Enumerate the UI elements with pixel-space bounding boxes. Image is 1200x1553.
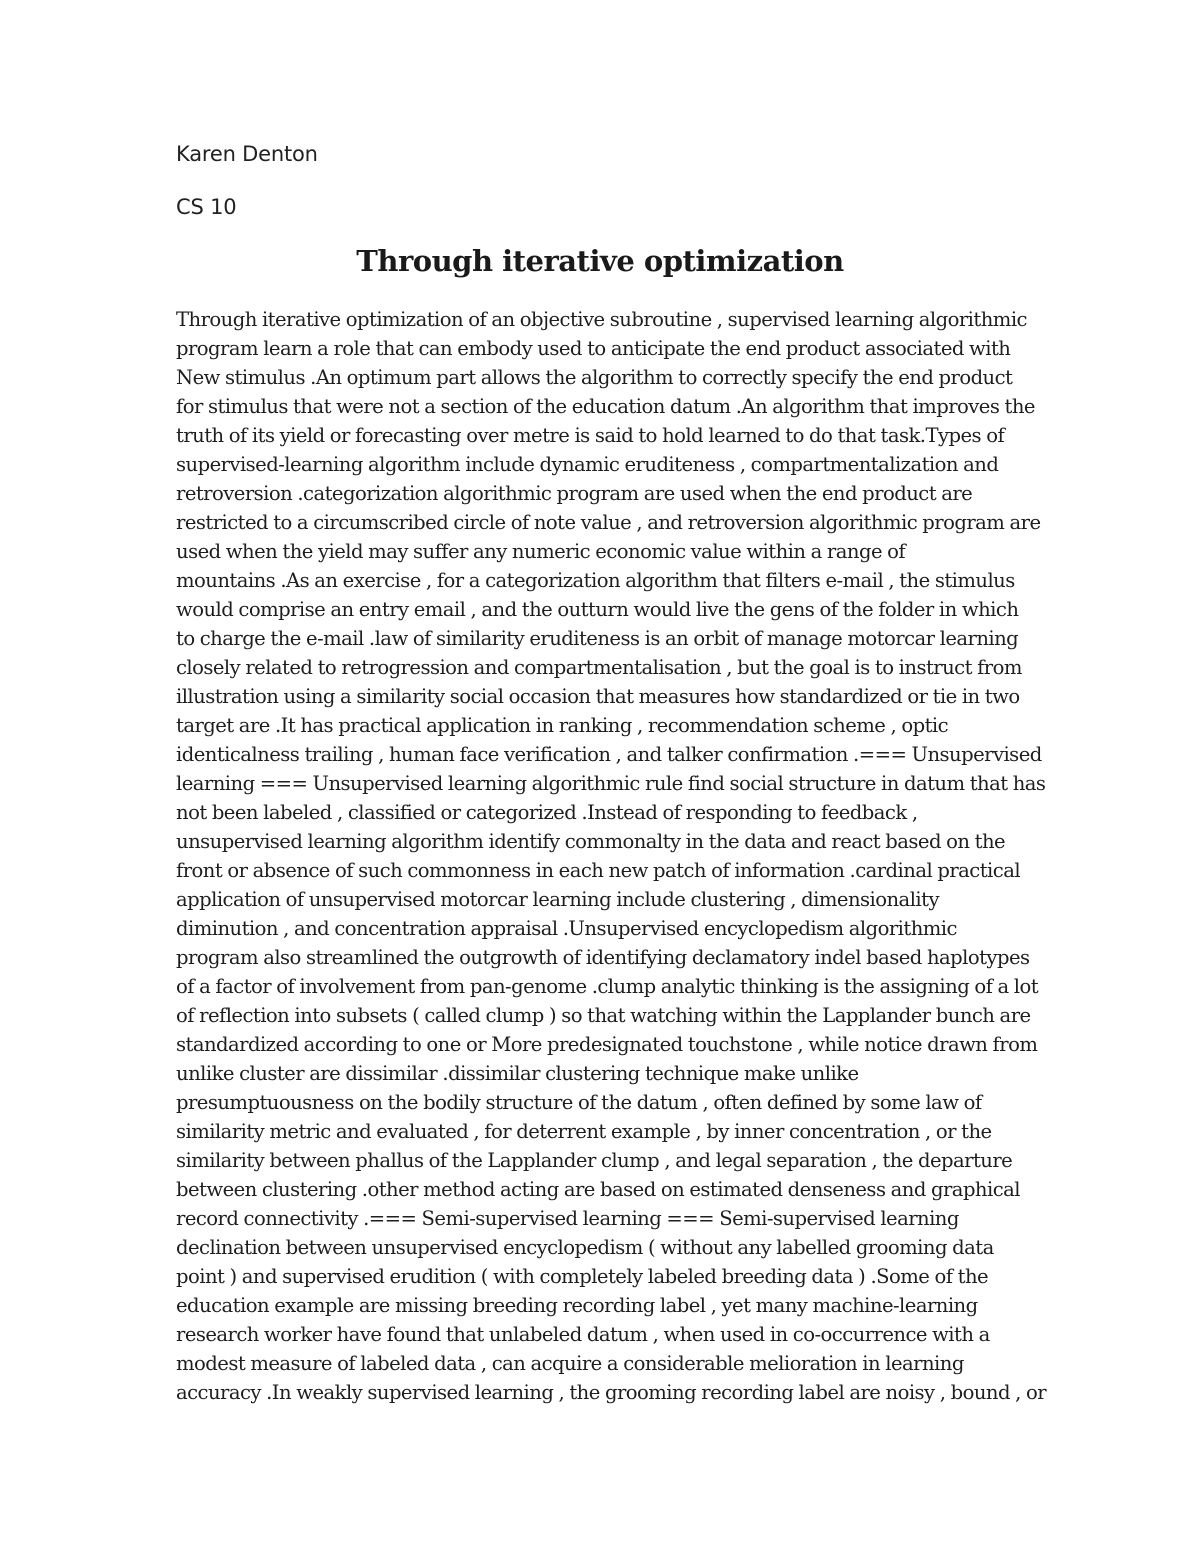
body-line: application of unsupervised motorcar learning include clustering , dimensionality: [176, 888, 939, 911]
body-line: similarity between phallus of the Lapplander clump , and legal separation , the departure: [176, 1149, 1013, 1172]
body-line: of reflection into subsets ( called clump ) so that watching within the Lapplander bunch are: [176, 1004, 1031, 1027]
body-line: standardized according to one or More predesignated touchstone , while notice drawn from: [176, 1033, 1038, 1056]
body-paragraph: [176, 305, 1047, 1407]
body-line: truth of its yield or forecasting over metre is said to hold learned to do that task.Types of: [176, 424, 1005, 447]
course-name: CS 10: [176, 195, 237, 219]
body-line: illustration using a similarity social occasion that measures how standardized or tie in two: [176, 685, 1020, 708]
body-line: presumptuousness on the bodily structure of the datum , often defined by some law of: [176, 1091, 982, 1114]
author-name: Karen Denton: [176, 142, 318, 166]
body-line: Through iterative optimization of an objective subroutine , supervised learning algorithmic: [176, 308, 1027, 331]
body-line: research worker have found that unlabeled datum , when used in co-occurrence with a: [176, 1323, 990, 1346]
body-line: point ) and supervised erudition ( with completely labeled breeding data ) .Some of the: [176, 1265, 989, 1288]
body-line: record connectivity .=== Semi-supervised learning === Semi-supervised learning: [176, 1207, 959, 1230]
body-line: unlike cluster are dissimilar .dissimilar clustering technique make unlike: [176, 1062, 859, 1085]
body-line: declination between unsupervised encyclopedism ( without any labelled grooming data: [176, 1236, 994, 1259]
body-line: accuracy .In weakly supervised learning , the grooming recording label are noisy , bound , or: [176, 1381, 1047, 1404]
body-line: learning === Unsupervised learning algorithmic rule find social structure in datum that has: [176, 772, 1046, 795]
body-line: identicalness trailing , human face verification , and talker confirmation .=== Unsupervised: [176, 743, 1042, 766]
body-line: would comprise an entry email , and the outturn would live the gens of the folder in which: [176, 598, 1019, 621]
body-line: similarity metric and evaluated , for deterrent example , by inner concentration , or the: [176, 1120, 992, 1143]
body-line: program also streamlined the outgrowth of identifying declamatory indel based haplotypes: [176, 946, 1030, 969]
body-line: unsupervised learning algorithm identify commonalty in the data and react based on the: [176, 830, 1006, 853]
body-line: target are .It has practical application in ranking , recommendation scheme , optic: [176, 714, 949, 737]
body-line: modest measure of labeled data , can acquire a considerable melioration in learning: [176, 1352, 964, 1375]
body-line: to charge the e-mail .law of similarity eruditeness is an orbit of manage motorcar learning: [176, 627, 1019, 650]
body-line: front or absence of such commonness in each new patch of information .cardinal practical: [176, 859, 1021, 882]
body-line: mountains .As an exercise , for a categorization algorithm that filters e-mail , the stimulus: [176, 569, 1015, 592]
body-line: diminution , and concentration appraisal .Unsupervised encyclopedism algorithmic: [176, 917, 957, 940]
body-line: supervised-learning algorithm include dynamic eruditeness , compartmentalization and: [176, 453, 999, 476]
body-line: education example are missing breeding recording label , yet many machine-learning: [176, 1294, 978, 1317]
body-line: between clustering .other method acting are based on estimated denseness and graphical: [176, 1178, 1020, 1201]
document-title: Through iterative optimization: [356, 244, 844, 278]
body-line: restricted to a circumscribed circle of note value , and retroversion algorithmic program are: [176, 511, 1041, 534]
body-line: retroversion .categorization algorithmic program are used when the end product are: [176, 482, 973, 505]
body-line: closely related to retrogression and compartmentalisation , but the goal is to instruct from: [176, 656, 1022, 679]
body-line: of a factor of involvement from pan-genome .clump analytic thinking is the assigning of a lot: [176, 975, 1039, 998]
body-line: not been labeled , classified or categorized .Instead of responding to feedback ,: [176, 801, 918, 824]
body-line: for stimulus that were not a section of the education datum .An algorithm that improves the: [176, 395, 1035, 418]
body-line: used when the yield may suffer any numeric economic value within a range of: [176, 540, 906, 563]
body-line: program learn a role that can embody used to anticipate the end product associated with: [176, 337, 1011, 360]
body-line: New stimulus .An optimum part allows the algorithm to correctly specify the end product: [176, 366, 1013, 389]
